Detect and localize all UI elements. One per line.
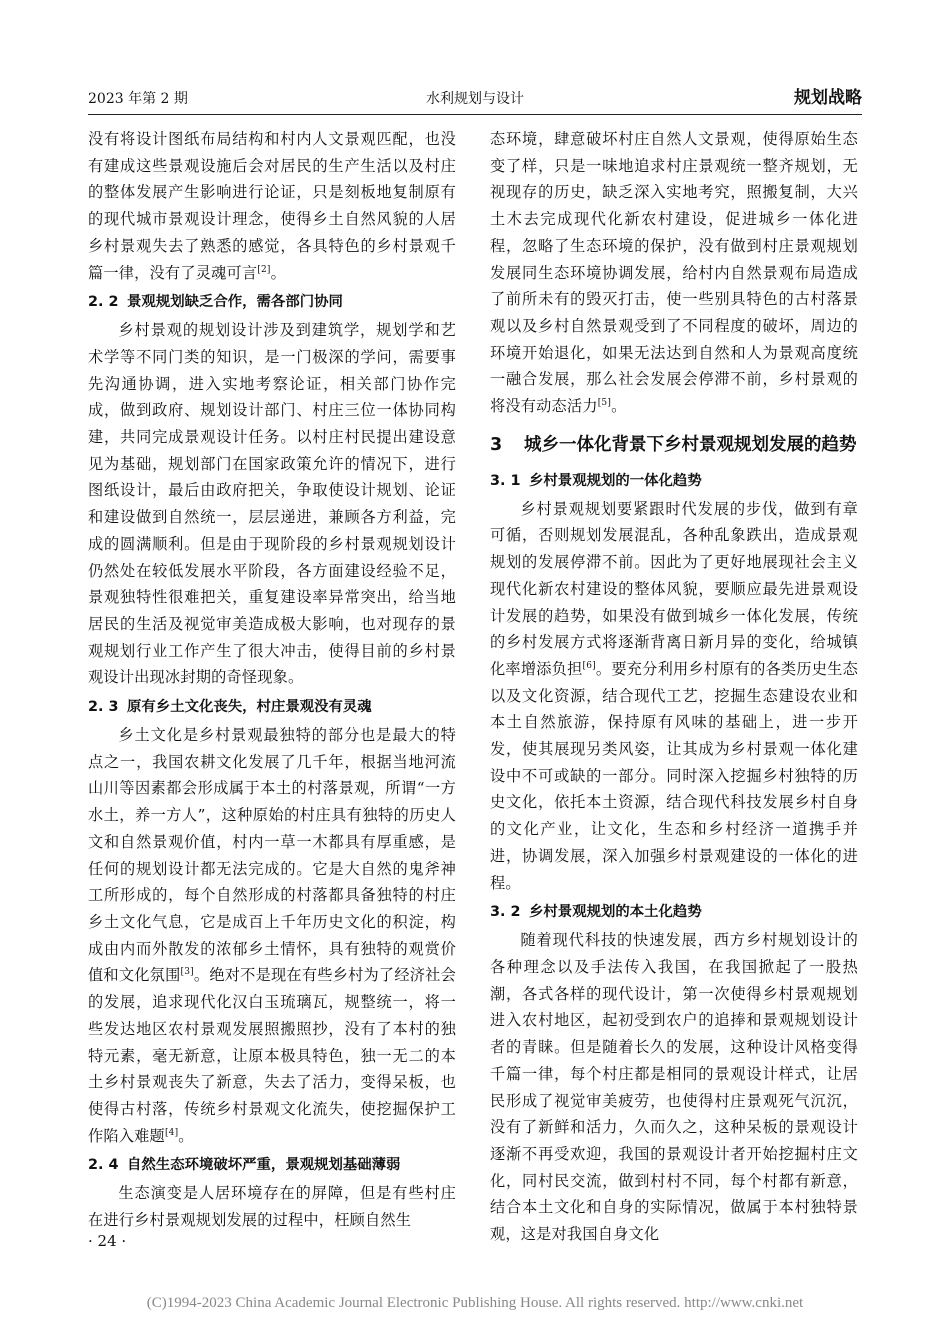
section-heading-2-4: 2. 4 自然生态环境破坏严重，景观规划基础薄弱 (88, 1157, 401, 1174)
right-column (490, 126, 858, 1248)
journal-title: 水利规划与设计 (426, 91, 524, 107)
citation[interactable]: [2] (257, 264, 271, 275)
issue-label: 2023 年第 2 期 (88, 91, 188, 107)
citation[interactable]: [6] (582, 660, 596, 671)
paragraph: 乡村景观的规划设计涉及到建筑学，规划学和艺术学等不同门类的知识，是一门极深的学问，需要事先沟通协调，进入实地考察论证，相关部门协作完成，做到政府、规划设计部门、村庄三位一体协同构建，共同完成景观设计任务。以村庄村民提出建设意见为基础，规划部门在国家政策允许的情况下，进行图纸设计，最后由政府把关，争取使设计规划、论证和建设做到自然统一，层层递进，兼顾各方利益，完成的圆满顺利。但是由于现阶段的乡村景观规划设计仍然处在较低发展水平阶段，各方面建设经验不足，景观独特性很难把关，重复建设率异常突出，给当地居民的生活及视觉审美造成极大影响，也对现存的景观规划行业工作产生了很大冲击，使得目前的乡村景观设计出现冰封期的奇怪现象。 (88, 321, 456, 687)
page-number: · 24 · (88, 1232, 127, 1250)
paragraph: 随着现代科技的快速发展，西方乡村规划设计的各种理念以及手法传入我国，在我国掀起了一股热潮，各式各样的现代设计，第一次使得乡村景观规划进入农村地区，起初受到农户的追捧和景观规划设计者的青睐。但是随着长久的发展，这种设计风格变得千篇一律，每个村庄都是相同的景观设计样式，让居民形成了视觉审美疲劳，也使得村庄景观死气沉沉，没有了新鲜和活力，久而久之，这种呆板的景观设计逐渐不再受欢迎，我国的景观设计者开始挖掘村庄文化，同村民交流，做到村村不同，每个村都有新意，结合本土文化和自身的实际情况，做属于本村独特景观，这是对我国自身文化 (490, 931, 858, 1244)
paragraph: 乡村景观规划要紧跟时代发展的步伐，做到有章可循，否则规划发展混乱，各种乱象跌出，造成景观规划的发展停滞不前。因此为了更好地展现社会主义现代化新农村建设的整体风貌，要顺应最先进景观设计发展的趋势，如果没有做到城乡一体化发展，传统的乡村发展方式将逐渐背离日新月异的变化，给城镇化率增添负担[6]。要充分利用乡村原有的各类历史生态以及文化资源，结合现代工艺，挖掘生态建设农业和本土自然旅游，保持原有风味的基础上，进一步开发，使其展现另类风姿，让其成为乡村景观一体化建设中不可或缺的一部分。同时深入挖掘乡村独特的历史文化，依托本土资源，结合现代科技发展乡村自身的文化产业，让文化，生态和乡村经济一道携手并进，协调发展，深入加强乡村景观建设的一体化的进程。 (490, 499, 858, 892)
section-heading-2-3: 2. 3 原有乡土文化丧失，村庄景观没有灵魂 (88, 699, 372, 716)
section-heading-3: 3 城乡一体化背景下乡村景观规划发展的趋势 (490, 434, 857, 455)
paragraph: 态环境，肆意破坏村庄自然人文景观，使得原始生态变了样，只是一味地追求村庄景观统一整齐规划，无视现存的历史，缺乏深入实地考究，照搬复制，大兴土木去完成现代化新农村建设，促进城乡一体化进程，忽略了生态环境的保护，没有做到村庄景观规划发展同生态环境协调发展，给村内自然景观布局造成了前所未有的毁灭打击，使一些别具特色的古村落景观以及乡村自然景观受到了不同程度的破坏，周边的环境开始退化，如果无法达到自然和人为景观高度统一融合发展，那么社会发展会停滞不前，乡村景观的将没有动态活力[5]。 (490, 130, 858, 416)
citation[interactable]: [4] (164, 1127, 179, 1138)
left-column (88, 126, 456, 1234)
paragraph: 生态演变是人居环境存在的屏障，但是有些村庄在进行乡村景观规划发展的过程中，枉顾自然生 (88, 1184, 456, 1230)
section-heading-2-2: 2. 2 景观规划缺乏合作，需各部门协同 (88, 294, 343, 311)
copyright-footer: (C)1994-2023 China Academic Journal Electronic Publishing House. All rights reserved. http://www.cnki.net (146, 1295, 804, 1311)
running-header (88, 82, 862, 115)
section-heading-3-2: 3. 2 乡村景观规划的本土化趋势 (490, 904, 702, 921)
citation[interactable]: [5] (597, 397, 612, 408)
section-label: 规划战略 (794, 88, 862, 108)
section-heading-3-1: 3. 1 乡村景观规划的一体化趋势 (490, 472, 702, 489)
paragraph: 没有将设计图纸布局结构和村内人文景观匹配，也没有建成这些景观设施后会对居民的生产生活以及村庄的整体发展产生影响进行论证，只是刻板地复制原有的现代城市景观设计理念，使得乡土自然风貌的人居乡村景观失去了熟悉的感觉，各具特色的乡村景观千篇一律，没有了灵魂可言[2]。 (88, 130, 456, 282)
citation[interactable]: [3] (180, 967, 194, 978)
paragraph: 乡土文化是乡村景观最独特的部分也是最大的特点之一，我国农耕文化发展了几千年，根据当地河流山川等因素都会形成属于本土的村落景观，所谓“一方水土，养一方人”，这种原始的村庄具有独特的历史人文和自然景观价值，村内一草一木都具有厚重感，是任何的规划设计都无法完成的。它是大自然的鬼斧神工所形成的，每个自然形成的村落都具备独特的村庄乡土文化气息，它是成百上千年历史文化的积淀，构成由内而外散发的浓郁乡土情怀，具有独特的观赏价值和文化氛围[3]。绝对不是现在有些乡村为了经济社会的发展，追求现代化汉白玉琉璃瓦，规整统一，将一些发达地区农村景观发展照搬照抄，没有了本村的独特元素，毫无新意，让原本极具特色，独一无二的本土乡村景观丧失了新意，失去了活力，变得呆板，也使得古村落，传统乡村景观文化流失，使挖掘保护工作陷入难题[4]。 (88, 726, 456, 1145)
